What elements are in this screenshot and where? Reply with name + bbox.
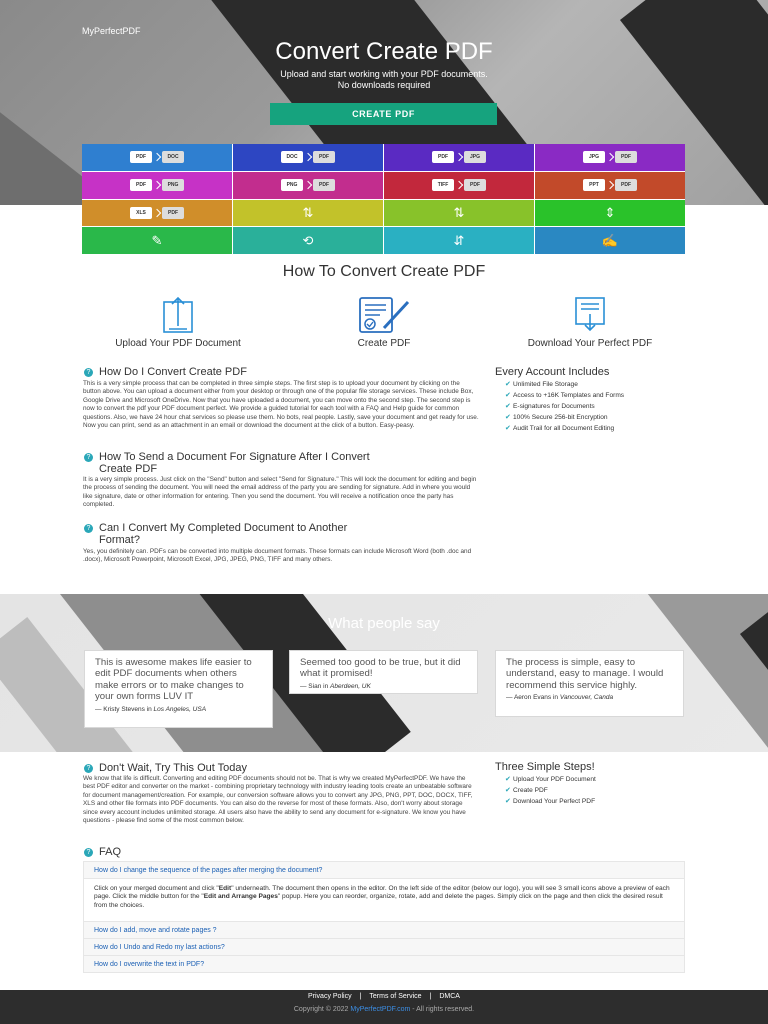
- tool-tile[interactable]: [233, 172, 383, 199]
- check-icon: ✔: [505, 403, 511, 410]
- howto-title: How To Convert Create PDF: [282, 263, 486, 280]
- doc-icon: PDF: [464, 179, 486, 191]
- doc-icon: PDF: [313, 179, 335, 191]
- terms-of-service-link[interactable]: Terms of Service: [369, 993, 422, 1000]
- tool-tile[interactable]: [82, 227, 232, 254]
- tool-tile[interactable]: [82, 172, 232, 199]
- conversion-icon: [130, 207, 184, 219]
- arrow-right-icon: [153, 181, 161, 189]
- tool-tile[interactable]: [384, 200, 534, 227]
- tool-tile[interactable]: [82, 144, 232, 171]
- check-icon: ✔: [505, 787, 511, 794]
- hero-subtitle-line1: Upload and start working with your PDF documents.: [280, 69, 488, 79]
- list-item: [505, 379, 624, 390]
- copyright: [0, 1006, 768, 1013]
- try-heading-text: Don't Wait, Try This Out Today: [99, 762, 248, 774]
- conversion-icon: [583, 151, 637, 163]
- doc-icon: PDF: [313, 151, 335, 163]
- faq-title-text: FAQ: [99, 846, 122, 858]
- author-place: Vancouver, Canda: [559, 694, 614, 702]
- faq-answer-2: It is a very simple process. Just click on the "Send" button and select "Send for Signature." This will lock the document for editing and begin the process of sending the document. You will need the email address of the party you are sending for signature. Add in where you would like signature, date or other information for entering. Then you send the document. You will receive a notification once the party has completed.: [83, 476, 477, 509]
- step-upload-label: Upload Your PDF Document: [115, 338, 241, 349]
- feature-text: 100% Secure 256-bit Encryption: [513, 414, 608, 421]
- step-text: Upload Your PDF Document: [513, 776, 596, 783]
- conversion-icon: [130, 151, 184, 163]
- list-item: [505, 796, 596, 807]
- tool-tile[interactable]: [535, 227, 685, 254]
- list-item: [505, 774, 596, 785]
- tool-icon: ✍: [601, 233, 619, 249]
- check-icon: ✔: [505, 381, 511, 388]
- site-link[interactable]: MyPerfectPDF.com: [350, 1006, 411, 1013]
- faq-heading-3-line2: Format?: [99, 534, 140, 546]
- faq-item-1[interactable]: How do I change the sequence of the pages after merging the document?: [83, 861, 685, 879]
- question-icon: ?: [84, 848, 93, 857]
- faq-answer-text: Click on your merged document and click ": [94, 885, 219, 892]
- check-icon: ✔: [505, 392, 511, 399]
- tool-tile[interactable]: [233, 144, 383, 171]
- faq-answer-bold: Edit: [218, 885, 232, 892]
- doc-icon: PPT: [583, 179, 605, 191]
- step-text: Download Your Perfect PDF: [513, 798, 596, 805]
- tool-tile[interactable]: [384, 144, 534, 171]
- tool-tile[interactable]: [233, 227, 383, 254]
- question-icon: ?: [84, 368, 93, 377]
- testimonial-card-3: [495, 650, 684, 717]
- copyright-prefix: Copyright © 2022: [293, 1006, 351, 1013]
- author-name: — Aeron Evans in: [506, 694, 560, 702]
- list-item: [505, 412, 624, 423]
- create-pdf-button[interactable]: CREATE PDF: [270, 103, 497, 125]
- doc-icon: PDF: [615, 179, 637, 191]
- footer-links: [0, 990, 768, 1000]
- tool-icon: ⟲: [302, 233, 314, 249]
- testimonial-author: [506, 694, 673, 701]
- faq-heading-2-line2: Create PDF: [99, 463, 158, 475]
- doc-icon: PDF: [615, 151, 637, 163]
- account-features-title: Every Account Includes: [495, 366, 610, 378]
- conversion-icon: [281, 179, 335, 191]
- conversion-icon: [130, 179, 184, 191]
- author-name: — Kristy Stevens in: [95, 705, 154, 713]
- doc-icon: DOC: [281, 151, 303, 163]
- arrow-right-icon: [153, 153, 161, 161]
- list-item: [505, 401, 624, 412]
- tool-icon: ✎: [151, 233, 163, 249]
- three-steps-title: Three Simple Steps!: [495, 761, 595, 773]
- try-text: We know that life is difficult. Converting and editing PDF documents should not be. That is why we created MyPerfectPDF. We have the best PDF editor and converter on the market - combining proprietary technology with industry leading tools create an unbeatable software for document management/creation. For example, our conversion software allows you to convert any JPG, PNG, PPT, DOC, DOCX, TIFF, XLS and other file formats into PDF documents. You can also do the reverse for most of these formats. Also, don't worry about storage since every account includes unlimited storage. All users also have the ability to send any document for e-signature. We know you have questions - please find some of the most common below.: [83, 775, 473, 825]
- check-icon: ✔: [505, 776, 511, 783]
- list-item: [505, 785, 596, 796]
- tool-icon: ⇅: [302, 205, 314, 221]
- tool-icon: ⇕: [604, 205, 616, 221]
- list-item: [505, 390, 624, 401]
- feature-text: Unlimited File Storage: [513, 381, 578, 388]
- page-title: Convert Create PDF: [275, 38, 493, 65]
- step-download: [490, 296, 690, 349]
- feature-text: Access to +16K Templates and Forms: [513, 392, 625, 399]
- testimonial-quote: The process is simple, easy to understand, easy to manage. I would recommend this service highly.: [506, 657, 664, 691]
- try-heading: [84, 762, 247, 774]
- author-place: Los Angeles, USA: [153, 705, 207, 713]
- step-create-label: Create PDF: [357, 338, 411, 349]
- doc-icon: PNG: [281, 179, 303, 191]
- tool-tile[interactable]: [535, 200, 685, 227]
- list-item: [505, 423, 624, 434]
- faq-heading-2: [84, 451, 370, 475]
- arrow-right-icon: [304, 181, 312, 189]
- step-download-label: Download Your Perfect PDF: [527, 338, 653, 349]
- testimonials-section: [0, 594, 768, 752]
- faq-answer-3: Yes, you definitely can. PDFs can be converted into multiple document formats. These formats can include Microsoft Word (both .doc and .docx), Microsoft Powerpoint, Microsoft Excel, JPG, JPEG, PNG, TIFF and many others.: [83, 548, 472, 564]
- conversion-icon: [583, 179, 637, 191]
- tool-tile[interactable]: [535, 172, 685, 199]
- upload-doc-icon: [161, 296, 195, 334]
- faq-heading-3-text: [99, 522, 347, 546]
- conversion-icon: [432, 179, 486, 191]
- feature-text: E-signatures for Documents: [513, 403, 595, 410]
- dmca-link[interactable]: DMCA: [439, 993, 460, 1000]
- doc-icon: DOC: [162, 151, 184, 163]
- step-create: [284, 296, 484, 349]
- brand-logo[interactable]: MyPerfectPDF: [82, 26, 141, 36]
- faq-title: [84, 846, 121, 858]
- footer: [0, 990, 768, 1024]
- tool-tile[interactable]: [384, 227, 534, 254]
- doc-icon: JPG: [583, 151, 605, 163]
- faq-heading-3: [84, 522, 347, 546]
- check-icon: ✔: [505, 414, 511, 421]
- testimonial-author: [300, 683, 467, 690]
- create-doc-pen-icon: [356, 296, 412, 334]
- faq-answer-1: This is a very simple process that can be completed in three simple steps. The first step is to upload your document by clicking on the button above. You can upload a document either from your desktop or through one of the popular file storage services. These include Box, Google Drive and Microsoft OneDrive. Now that you have uploaded a document, you can move onto the second step. The second step is now to convert the pdf your PDF document perfect. We provide a guided tutorial for each tool with a FAQ and Help guide for common questions. Also, we have 24 hour chat services so please use them. No bots, real people. Lastly, save your document and get ready for use. Now you can print, send as an attachment in an email or download the document at the click of a button. Easy-peasy.: [83, 380, 479, 430]
- account-features-list: [505, 379, 624, 434]
- faq-answer-text: " popup. Here you can reorder, organize, rotate, add and delete the pages. Simply click on the page and then click the desired result from the choices.: [94, 893, 663, 909]
- arrow-right-icon: [304, 153, 312, 161]
- tool-tile[interactable]: [535, 144, 685, 171]
- question-icon: ?: [84, 453, 93, 462]
- testimonial-quote: Seemed too good to be true, but it did what it promised!: [300, 657, 461, 680]
- faq-answer-bold: Edit and Arrange Pages: [203, 893, 278, 901]
- conversion-icon: [432, 151, 486, 163]
- hero-subtitle-line2: No downloads required: [337, 80, 431, 90]
- faq-heading-2-line1: How To Send a Document For Signature After I Convert: [99, 451, 370, 463]
- doc-icon: PDF: [130, 179, 152, 191]
- faq-heading-1: [84, 366, 247, 378]
- faq-item-1-answer: [83, 879, 685, 921]
- question-icon: ?: [84, 524, 93, 533]
- doc-icon: PDF: [130, 151, 152, 163]
- testimonials-title: What people say: [328, 615, 440, 632]
- arrow-right-icon: [455, 153, 463, 161]
- doc-icon: PDF: [162, 207, 184, 219]
- tool-tile[interactable]: [233, 200, 383, 227]
- arrow-right-icon: [455, 181, 463, 189]
- arrow-right-icon: [606, 181, 614, 189]
- testimonial-quote: This is awesome makes life easier to edit PDF documents when others make errors or to make changes to your own forms LUV IT: [95, 657, 252, 703]
- conversion-icon: [281, 151, 335, 163]
- check-icon: ✔: [505, 425, 511, 432]
- faq-item-2[interactable]: How do I add, move and rotate pages ?: [83, 921, 685, 939]
- check-icon: ✔: [505, 798, 511, 805]
- author-place: Aberdeen, UK: [330, 682, 371, 690]
- faq-item-3[interactable]: How do I Undo and Redo my last actions?: [83, 938, 685, 956]
- tool-icon: ⇅: [453, 205, 465, 221]
- author-name: — Sian in: [300, 682, 330, 690]
- doc-icon: PDF: [432, 151, 454, 163]
- testimonial-card-2: [289, 650, 478, 694]
- tool-grid: [82, 144, 685, 254]
- testimonial-author: [95, 706, 262, 713]
- doc-icon: TIFF: [432, 179, 454, 191]
- arrow-right-icon: [606, 153, 614, 161]
- doc-icon: PNG: [162, 179, 184, 191]
- faq-heading-2-text: [99, 451, 370, 475]
- testimonial-card-1: [84, 650, 273, 728]
- tool-tile[interactable]: [384, 172, 534, 199]
- faq-item-4[interactable]: How do I overwrite the text in PDF?: [83, 955, 685, 973]
- faq-heading-3-line1: Can I Convert My Completed Document to Another: [99, 522, 348, 534]
- question-icon: ?: [84, 764, 93, 773]
- footer-separator: |: [429, 993, 432, 1000]
- download-doc-icon: [573, 296, 607, 334]
- step-upload: [78, 296, 278, 349]
- tool-icon: ⇵: [453, 233, 465, 249]
- step-text: Create PDF: [513, 787, 548, 794]
- doc-icon: JPG: [464, 151, 486, 163]
- copyright-suffix: - All rights reserved.: [410, 1006, 475, 1013]
- three-steps-list: [505, 774, 596, 807]
- privacy-policy-link[interactable]: Privacy Policy: [308, 993, 352, 1000]
- doc-icon: XLS: [130, 207, 152, 219]
- arrow-right-icon: [153, 209, 161, 217]
- faq-answer-text: " underneath. The document then opens in the editor. On the left side of the editor (below our logo), you will see 3 small icons above a preview of each page. Click the middle button for the ": [94, 885, 670, 901]
- hero-subtitle: [0, 69, 768, 91]
- feature-text: Audit Trail for all Document Editing: [513, 425, 615, 432]
- faq-heading-1-text: How Do I Convert Create PDF: [99, 366, 247, 378]
- tool-tile[interactable]: [82, 200, 232, 227]
- footer-separator: |: [359, 993, 362, 1000]
